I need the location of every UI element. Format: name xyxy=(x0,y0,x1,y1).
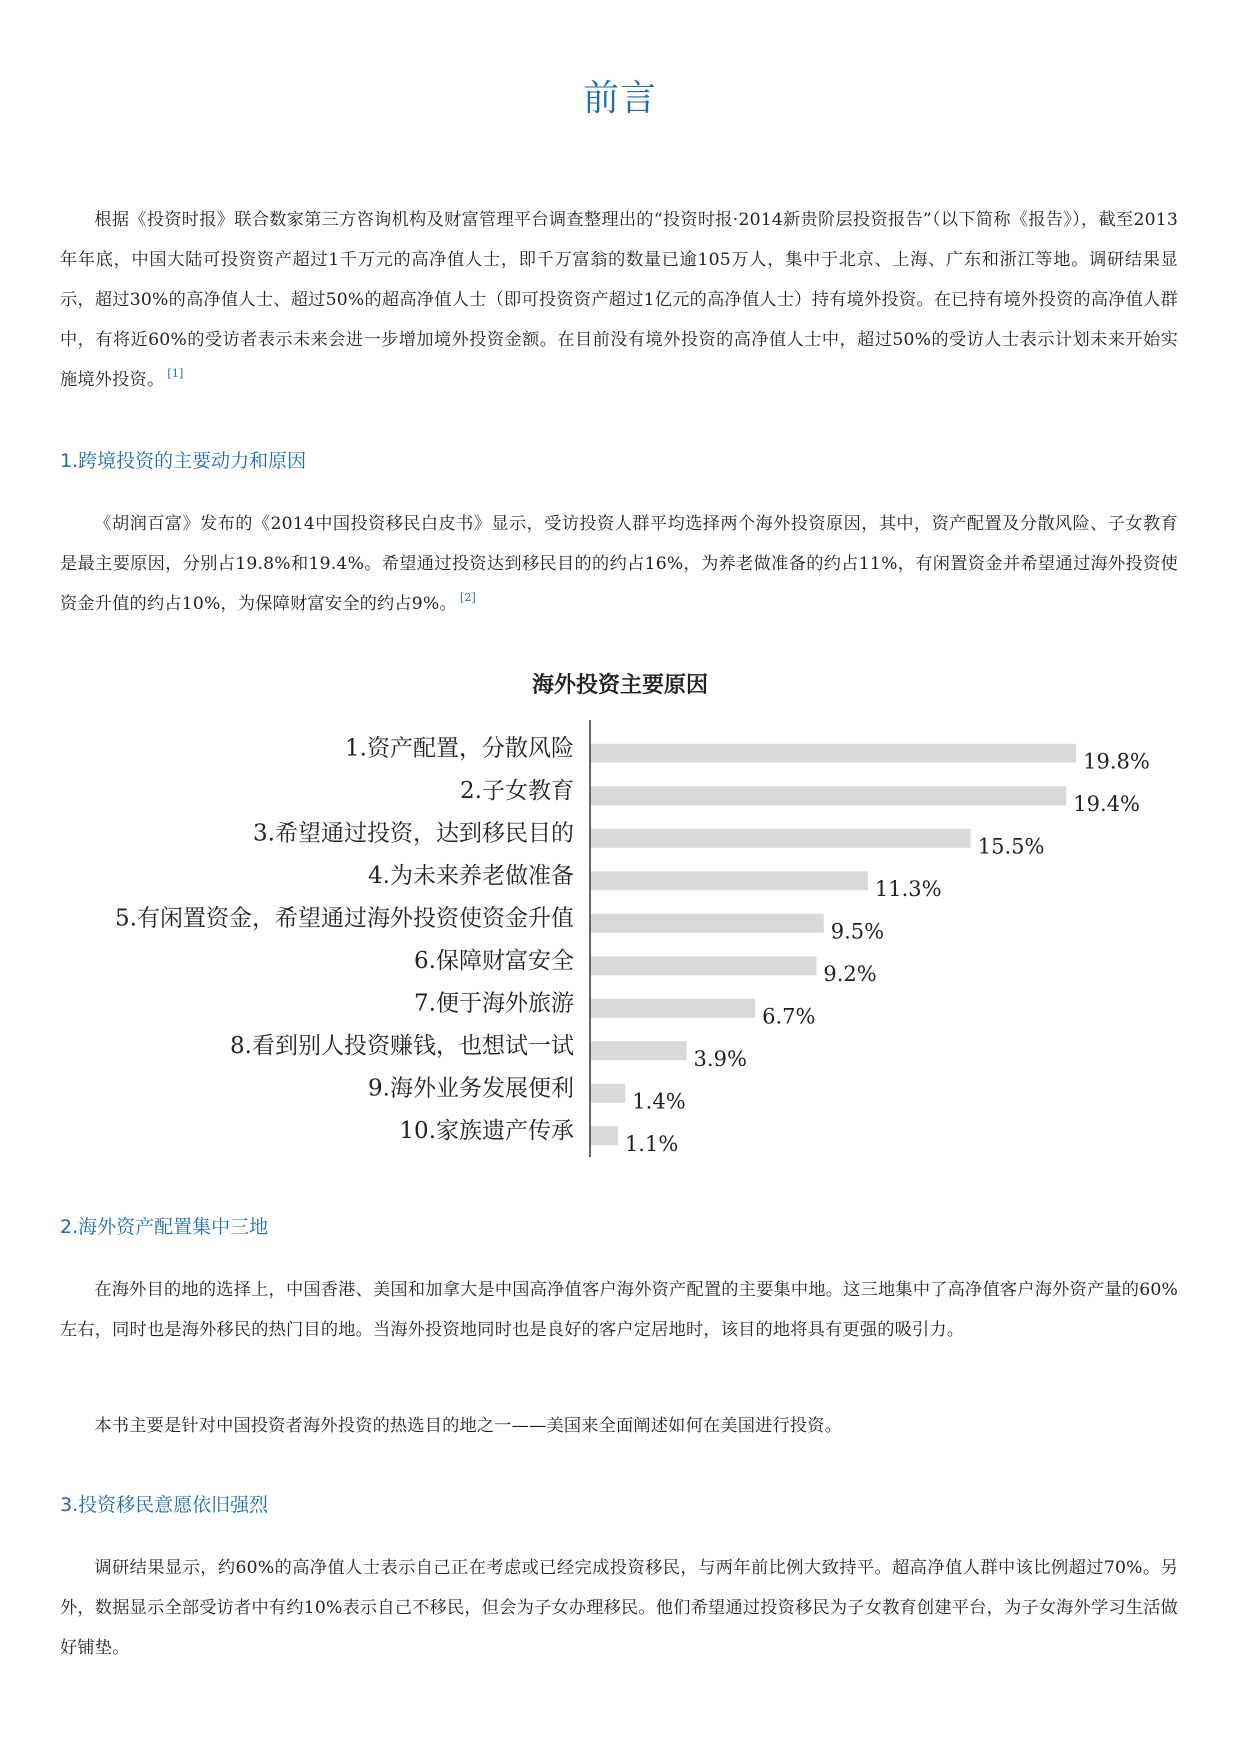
chart-value-label: 19.8% xyxy=(1083,749,1150,774)
chart-value-label: 6.7% xyxy=(762,1004,816,1029)
page-title: 前言 xyxy=(582,78,657,119)
chart-value-label: 11.3% xyxy=(874,876,942,901)
chart-value-label: 1.4% xyxy=(632,1089,686,1114)
chart-value-label: 9.2% xyxy=(823,961,877,986)
chart-value-label: 1.1% xyxy=(624,1131,679,1156)
chart-bar xyxy=(591,1084,625,1103)
chart-category-label: 9.海外业务发展便利 xyxy=(368,1075,574,1102)
chart-value-label: 19.4% xyxy=(1073,791,1141,816)
intro-text: 根据《投资时报》联合数家第三方咨询机构及财富管理平台调查整理出的“投资时报·2014新贵阶层投资报告”（以下简称《报告》），截至2013年年底，中国大陆可投资资产超过1千万元的高净值人士，即千万富翁的数量已逾105万人，集中于北京、上海、广东和浙江等地。调研结果显示，超过30%的高净值人士、超过50%的超高净值人士（即可投资资产超过1亿元的高净值人士）持有境外投资。在已持有境外投资的高净值人群中，有将近60%的受访者表示未来会进一步增加境外投资金额。在目前没有境外投资的高净值人士中，超过50%的受访人士表示计划未来开始实施境外投资。 xyxy=(60,210,1178,390)
bar-chart xyxy=(0,720,1240,1170)
section-1-heading: 1.跨境投资的主要动力和原因 xyxy=(60,450,307,472)
chart-category-label: 1.资产配置，分散风险 xyxy=(345,735,574,762)
section-3-paragraph: 调研结果显示，约60%的高净值人士表示自己正在考虑或已经完成投资移民，与两年前比例大致持平。超高净值人群中该比例超过70%。另外，数据显示全部受访者中有约10%表示自己不移民，但会为子女办理移民。他们希望通过投资移民为子女教育创建平台，为子女海外学习生活做好铺垫。 xyxy=(60,1558,1178,1658)
chart-value-label: 15.5% xyxy=(977,834,1045,859)
chart-category-label: 10.家族遗产传承 xyxy=(399,1117,574,1144)
chart-category-label: 5.有闲置资金，希望通过海外投资使资金升值 xyxy=(115,905,574,932)
chart-bar xyxy=(591,956,816,975)
intro-paragraph xyxy=(60,200,1178,400)
chart-category-label: 8.看到别人投资赚钱，也想试一试 xyxy=(230,1032,574,1059)
section-2-paragraph-1: 在海外目的地的选择上，中国香港、美国和加拿大是中国高净值客户海外资产配置的主要集中地。这三地集中了高净值客户海外资产量的60%左右，同时也是海外移民的热门目的地。当海外投资地同时也是良好的客户定居地时，该目的地将具有更强的吸引力。 xyxy=(60,1280,1178,1340)
chart-bar xyxy=(591,999,755,1018)
chart-bar xyxy=(591,1041,687,1060)
chart-category-label: 7.便于海外旅游 xyxy=(414,990,574,1017)
chart-title: 海外投资主要原因 xyxy=(531,672,708,698)
chart-bar xyxy=(591,871,868,890)
section-2-paragraph-2: 本书主要是针对中国投资者海外投资的热选目的地之一——美国来全面阐述如何在美国进行投资。 xyxy=(94,1416,843,1436)
section-1-text: 《胡润百富》发布的《2014中国投资移民白皮书》显示，受访投资人群平均选择两个海外投资原因，其中，资产配置及分散风险、子女教育是最主要原因，分别占19.8%和19.4%。希望通过投资达到移民目的的约占16%，为养老做准备的约占11%，有闲置资金并希望通过海外投资使资金升值的约占10%，为保障财富安全的约占9%。 xyxy=(60,514,1178,614)
chart-bar xyxy=(591,1126,618,1145)
section-3-heading: 3.投资移民意愿依旧强烈 xyxy=(60,1494,269,1516)
chart-category-label: 4.为未来养老做准备 xyxy=(368,862,574,889)
chart-bar xyxy=(591,829,971,848)
chart-value-label: 9.5% xyxy=(830,919,885,944)
chart-category-label: 3.希望通过投资，达到移民目的 xyxy=(253,820,574,847)
chart-bar xyxy=(591,786,1066,805)
section-1-paragraph xyxy=(60,504,1178,624)
chart-category-label: 2.子女教育 xyxy=(460,777,574,804)
chart-category-label: 6.保障财富安全 xyxy=(414,947,574,974)
footnote-ref-1[interactable]: [1] xyxy=(167,367,184,380)
chart-value-label: 3.9% xyxy=(693,1046,747,1071)
chart-bar xyxy=(591,914,824,933)
section-2-heading: 2.海外资产配置集中三地 xyxy=(60,1216,269,1238)
chart-bar xyxy=(591,744,1076,763)
footnote-ref-2[interactable]: [2] xyxy=(459,591,477,604)
